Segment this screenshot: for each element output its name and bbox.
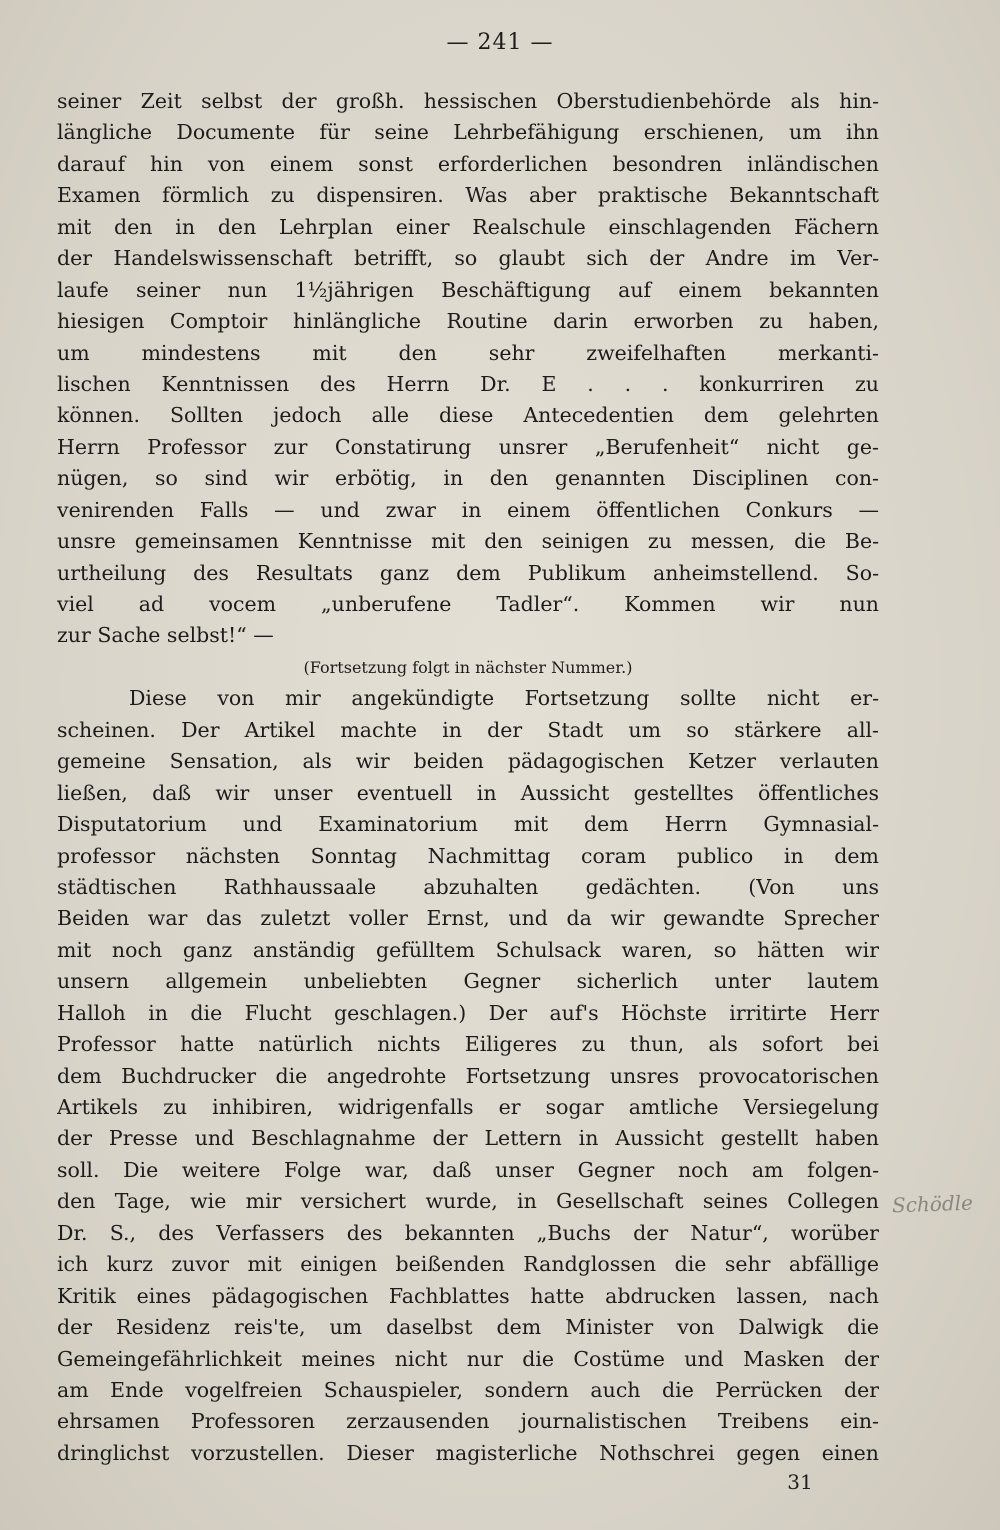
text-line: der Handelswissenschaft betrifft, so glaubt sich der Andre im Ver- bbox=[57, 246, 879, 271]
text-line: am Ende vogelfreien Schauspieler, sondern auch die Perrücken der bbox=[57, 1377, 879, 1402]
text-line: Herrn Professor zur Constatirung unsrer „Berufenheit“ nicht ge- bbox=[57, 434, 879, 459]
text-line: scheinen. Der Artikel machte in der Stadt um so stärkere all- bbox=[57, 717, 879, 742]
text-line: professor nächsten Sonntag Nachmittag coram publico in dem bbox=[57, 843, 879, 868]
text-line: Disputatorium und Examinatorium mit dem Herrn Gymnasial- bbox=[57, 812, 879, 837]
text-line: venirenden Falls — und zwar in einem öffentlichen Conkurs — bbox=[57, 497, 879, 522]
text-line: ehrsamen Professoren zerzausenden journalistischen Treibens ein- bbox=[57, 1409, 879, 1434]
body-text bbox=[57, 86, 879, 1469]
text-line: mit noch ganz anständig gefülltem Schulsack waren, so hätten wir bbox=[57, 937, 879, 962]
text-line: darauf hin von einem sonst erforderlichen besondren inländischen bbox=[57, 151, 879, 176]
text-line: können. Sollten jedoch alle diese Antecedentien dem gelehrten bbox=[57, 403, 879, 428]
text-line: Beiden war das zuletzt voller Ernst, und da wir gewandte Sprecher bbox=[57, 906, 879, 931]
text-line: soll. Die weitere Folge war, daß unser Gegner noch am folgen- bbox=[57, 1157, 879, 1182]
text-line: Gemeingefährlichkeit meines nicht nur die Costüme und Masken der bbox=[57, 1346, 879, 1371]
text-line: Examen förmlich zu dispensiren. Was aber praktische Bekanntschaft bbox=[57, 183, 879, 208]
text-line: städtischen Rathhaussaale abzuhalten gedächten. (Von uns bbox=[57, 874, 879, 899]
text-line: mit den in den Lehrplan einer Realschule einschlagenden Fächern bbox=[57, 214, 879, 239]
text-line: den Tage, wie mir versichert wurde, in Gesellschaft seines Collegen bbox=[57, 1189, 879, 1214]
text-line: Artikels zu inhibiren, widrigenfalls er sogar amtliche Versiegelung bbox=[57, 1095, 879, 1119]
text-line: ließen, daß wir unser eventuell in Aussicht gestelltes öffentliches bbox=[57, 780, 879, 805]
text-line: der Residenz reis'te, um daselbst dem Minister von Dalwigk die bbox=[57, 1315, 879, 1340]
text-line: längliche Documente für seine Lehrbefähigung erschienen, um ihn bbox=[57, 120, 879, 145]
text-line: Professor hatte natürlich nichts Eiligeres zu thun, als sofort bei bbox=[57, 1032, 879, 1057]
text-line: zur Sache selbst!“ — bbox=[57, 623, 274, 648]
text-line: urtheilung des Resultats ganz dem Publikum anheimstellend. So- bbox=[57, 560, 879, 585]
text-line: nügen, so sind wir erbötig, in den genannten Disciplinen con- bbox=[57, 466, 879, 491]
text-line: viel ad vocem „unberufene Tadler“. Kommen wir nun bbox=[57, 592, 879, 616]
text-line: seiner Zeit selbst der großh. hessischen Oberstudienbehörde als hin- bbox=[57, 89, 879, 113]
handwritten-margin-note: Schödle bbox=[891, 1190, 974, 1218]
continuation-note: (Fortsetzung folgt in nächster Nummer.) bbox=[303, 657, 633, 677]
text-line: hiesigen Comptoir hinlängliche Routine darin erworben zu haben, bbox=[57, 309, 879, 334]
text-line: gemeine Sensation, als wir beiden pädagogischen Ketzer verlauten bbox=[57, 749, 879, 774]
text-line: um mindestens mit den sehr zweifelhaften merkanti- bbox=[57, 340, 879, 365]
text-line: Dr. S., des Verfassers des bekannten „Buchs der Natur“, worüber bbox=[57, 1220, 879, 1245]
text-line: unsern allgemein unbeliebten Gegner sicherlich unter lautem bbox=[57, 969, 879, 994]
text-line: dem Buchdrucker die angedrohte Fortsetzung unsres provocatorischen bbox=[57, 1063, 879, 1088]
text-line: ich kurz zuvor mit einigen beißenden Randglossen die sehr abfällige bbox=[57, 1252, 879, 1277]
text-line: Halloh in die Flucht geschlagen.) Der auf's Höchste irritirte Herr bbox=[57, 1000, 879, 1025]
text-line: dringlichst vorzustellen. Dieser magisterliche Nothschrei gegen einen bbox=[57, 1440, 879, 1465]
text-line: laufe seiner nun 1½jährigen Beschäftigung auf einem bekannten bbox=[57, 277, 879, 302]
text-line: der Presse und Beschlagnahme der Lettern in Aussicht gestellt haben bbox=[57, 1126, 879, 1151]
text-line: lischen Kenntnissen des Herrn Dr. E . . . konkurriren zu bbox=[57, 371, 879, 396]
text-line: unsre gemeinsamen Kenntnisse mit den seinigen zu messen, die Be- bbox=[57, 529, 879, 554]
text-line: Kritik eines pädagogischen Fachblattes hatte abdrucken lassen, nach bbox=[57, 1283, 879, 1308]
signature-mark: 31 bbox=[787, 1470, 813, 1494]
text-line: Diese von mir angekündigte Fortsetzung sollte nicht er- bbox=[129, 686, 879, 711]
page-number: — 241 — bbox=[446, 30, 554, 55]
